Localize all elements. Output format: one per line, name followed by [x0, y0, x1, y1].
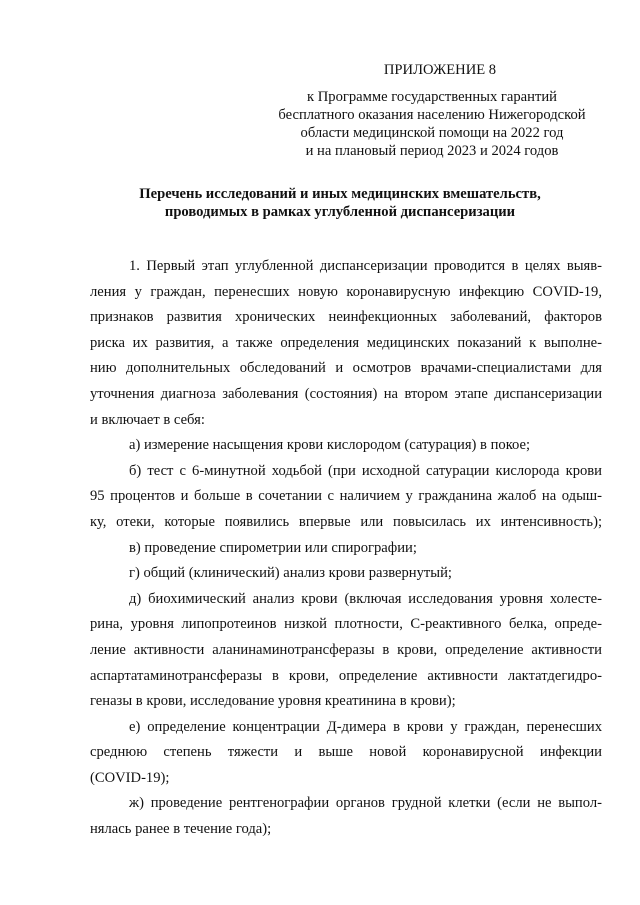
list-item-d: д) биохимический анализ крови (включая исследования уровня холесте- [129, 590, 602, 607]
document-title-line: Перечень исследований и иных медицинских вмешательств, [139, 186, 541, 202]
appendix-subtitle-line: к Программе государственных гарантий [307, 89, 557, 105]
appendix-subtitle-line: области медицинской помощи на 2022 год [300, 125, 564, 141]
body-line: признаков развития хронических неинфекционных заболеваний, факторов [90, 309, 602, 326]
body-line: геназы в крови, исследование уровня креатинина в крови); [90, 693, 456, 710]
body-line: ку, отеки, которые появились впервые или повысилась их интенсивность); [90, 513, 602, 530]
list-item-g: г) общий (клинический) анализ крови развернутый; [129, 565, 452, 582]
list-item-v: в) проведение спирометрии или спирографии; [129, 539, 417, 556]
body-line: (COVID-19); [90, 769, 170, 786]
list-item-zh: ж) проведение рентгенографии органов грудной клетки (если не выпол- [129, 795, 602, 812]
list-item-e: е) определение концентрации Д-димера в крови у граждан, перенесших [129, 718, 602, 735]
appendix-subtitle-line: и на плановый период 2023 и 2024 годов [305, 143, 559, 159]
body-line: 1. Первый этап углубленной диспансеризации проводится в целях выяв- [129, 258, 602, 274]
appendix-subtitle-line: бесплатного оказания населению Нижегородской [278, 107, 586, 123]
body-line: ления у граждан, перенесших новую коронавирусную инфекцию COVID-19, [90, 283, 602, 300]
body-line: рина, уровня липопротеинов низкой плотности, С-реактивного белка, опреде- [90, 616, 602, 633]
document-title [90, 185, 590, 221]
body-line: уточнения диагноза заболевания (состояния) на втором этапе диспансеризации [90, 385, 602, 402]
body-line: 95 процентов и больше в сочетании с наличием у гражданина жалоб на одыш- [90, 488, 602, 505]
list-item-a: а) измерение насыщения крови кислородом (сатурация) в покое; [129, 437, 531, 454]
body-line: нялась ранее в течение года); [90, 821, 272, 838]
body-line: риска их развития, а также определения медицинских показаний к выполне- [90, 334, 602, 351]
body-line: аспартатаминотрансферазы в крови, определение активности лактатдегидро- [90, 667, 602, 684]
document-body [90, 254, 602, 843]
appendix-title: ПРИЛОЖЕНИЕ 8 [383, 62, 497, 78]
body-line: нию дополнительных обследований и осмотров врачами-специалистами для [90, 360, 602, 377]
appendix-subtitle [270, 88, 594, 160]
body-line: среднюю степень тяжести и выше новой коронавирусной инфекции [90, 744, 602, 761]
document-title-line: проводимых в рамках углубленной диспансеризации [164, 204, 516, 220]
list-item-b: б) тест с 6-минутной ходьбой (при исходной сатурации кислорода крови [129, 462, 602, 479]
body-line: и включает в себя: [90, 411, 205, 428]
body-line: ление активности аланинаминотрансферазы в крови, определение активности [90, 641, 602, 658]
